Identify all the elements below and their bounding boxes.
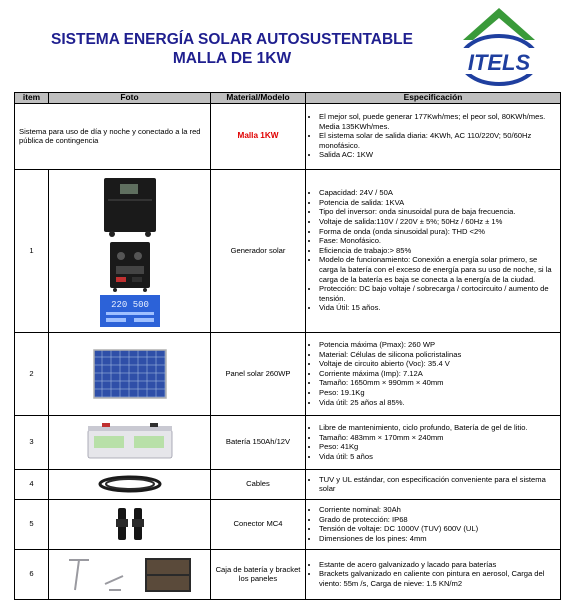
spec-line: • Corriente nominal: 30Ah: [319, 505, 558, 515]
document-title: [22, 30, 442, 68]
spec-line: • Vida Útil: 15 años.: [319, 303, 558, 313]
table-row-5: [15, 499, 561, 549]
photo-mc4-connector: [49, 499, 211, 549]
spec-line: • Vida útil: 5 años: [319, 452, 558, 462]
photo-cables: [49, 469, 211, 499]
photo-generator: [49, 169, 211, 332]
spec-line: • Fase: Monofásico.: [319, 236, 558, 246]
photo-brackets: [49, 549, 211, 599]
item-number: 2: [15, 332, 49, 415]
table-row-6: [15, 549, 561, 599]
photo-solar-panel: [49, 332, 211, 415]
generator-lcd-image: [100, 295, 160, 327]
col-header-model: Material/Modelo: [211, 93, 306, 104]
spec-line: • Peso: 41Kg: [319, 442, 558, 452]
item-number: 3: [15, 415, 49, 469]
spec-line: • Capacidad: 24V / 50A: [319, 188, 558, 198]
spec-line: • Voltaje de salida:110V / 220V ± 5%; 50Hz / 60Hz ± 1%: [319, 217, 558, 227]
logo-text: ITELS: [467, 50, 531, 75]
intro-description: Sistema para uso de día y noche y conectado a la red pública de contingencia: [15, 103, 211, 169]
generator-cabinet-image: [98, 175, 162, 237]
spec-line: • Material: Células de silicona policristalinas: [319, 350, 558, 360]
title-line-1: SISTEMA ENERGÍA SOLAR AUTOSUSTENTABLE: [51, 31, 413, 48]
row-4-specs: [306, 469, 561, 499]
table-row-3: [15, 415, 561, 469]
row-5-specs: [306, 499, 561, 549]
col-header-item: item: [15, 93, 49, 104]
row-6-specs: [306, 549, 561, 599]
spec-line: • Vida útil: 25 años al 85%.: [319, 398, 558, 408]
item-number: 6: [15, 549, 49, 599]
col-header-spec: Especificación: [306, 93, 561, 104]
spec-line: • El sistema solar de salida diaria: 4KWh, AC 110/220V; 50/60Hz monofásico.: [319, 131, 558, 150]
solar-panel-image: [93, 349, 167, 399]
spec-line: • Libre de mantenimiento, ciclo profundo, Batería de gel de litio.: [319, 423, 558, 433]
specification-table: [14, 92, 561, 600]
document-header: [0, 0, 573, 92]
intro-model: Malla 1KW: [237, 131, 279, 141]
model-name: Cables: [211, 469, 306, 499]
photo-battery: [49, 415, 211, 469]
item-number: 4: [15, 469, 49, 499]
model-name: Generador solar: [211, 169, 306, 332]
battery-image: [84, 422, 176, 462]
spec-line: • Modelo de funcionamiento: Conexión a energía solar primero, se carga la batería con el exceso de energía para su uso de noche, si la carga de la batería es baja se conecta a la energía de la ciudad.: [319, 255, 558, 284]
spec-line: • TUV y UL estándar, con especificación conveniente para el sistema solar: [319, 475, 558, 494]
model-name: Panel solar 260WP: [211, 332, 306, 415]
spec-line: • Potencia de salida: 1KVA: [319, 198, 558, 208]
mc4-connector-image: [104, 505, 156, 543]
table-row-intro: [15, 103, 561, 169]
row-1-specs: [306, 169, 561, 332]
model-name: Conector MC4: [211, 499, 306, 549]
table-row-4: [15, 469, 561, 499]
spec-line: • Grado de protección: IP68: [319, 515, 558, 525]
spec-line: • Voltaje de circuito abierto (Voc): 35.4 V: [319, 359, 558, 369]
row-3-specs: [306, 415, 561, 469]
spec-line: • Potencia máxima (Pmax): 260 WP: [319, 340, 558, 350]
spec-line: • Tamaño: 483mm × 170mm × 240mm: [319, 433, 558, 443]
spec-line: • Estante de acero galvanizado y lacado para baterías: [319, 560, 558, 570]
col-header-photo: Foto: [49, 93, 211, 104]
model-name: Batería 150Ah/12V: [211, 415, 306, 469]
spec-line: • Tamaño: 1650mm × 990mm × 40mm: [319, 378, 558, 388]
item-number: 1: [15, 169, 49, 332]
itels-logo: [453, 4, 545, 90]
model-name: Caja de batería y bracket los paneles: [211, 549, 306, 599]
table-row-1: [15, 169, 561, 332]
spec-line: • Corriente máxima (Imp): 7.12A: [319, 369, 558, 379]
spec-line: • Salida AC: 1KW: [319, 150, 558, 160]
cable-coil-image: [95, 473, 165, 495]
spec-line: • Dimensiones de los pines: 4mm: [319, 534, 558, 544]
lcd-readout: 220 500: [110, 299, 149, 310]
title-line-2: MALLA DE 1KW: [172, 50, 292, 67]
item-number: 5: [15, 499, 49, 549]
bracket-and-rack-image: [65, 554, 195, 594]
spec-line: • Brackets galvanizado en caliente con pintura en aerosol, Carga del viento: 55m /s, Carga de nieve: 1.5 KN/m2: [319, 569, 558, 588]
generator-back-image: [107, 240, 153, 292]
spec-line: • Protección: DC bajo voltaje / sobrecarga / cortocircuito / aumento de tensión.: [319, 284, 558, 303]
row-2-specs: [306, 332, 561, 415]
table-header-row: [15, 93, 561, 104]
intro-specs: [306, 103, 561, 169]
spec-line: • Tensión de voltaje: DC 1000V (TUV) 600V (UL): [319, 524, 558, 534]
table-row-2: [15, 332, 561, 415]
spec-line: • Peso: 19.1Kg: [319, 388, 558, 398]
spec-line: • Tipo del inversor: onda sinusoidal pura de baja frecuencia.: [319, 207, 558, 217]
spec-line: • El mejor sol, puede generar 177Kwh/mes; el peor sol, 80KWh/mes. Media 135KWh/mes.: [319, 112, 558, 131]
spec-line: • Eficiencia de trabajo:> 85%: [319, 246, 558, 256]
spec-line: • Forma de onda (onda sinusoidal pura): THD <2%: [319, 227, 558, 237]
